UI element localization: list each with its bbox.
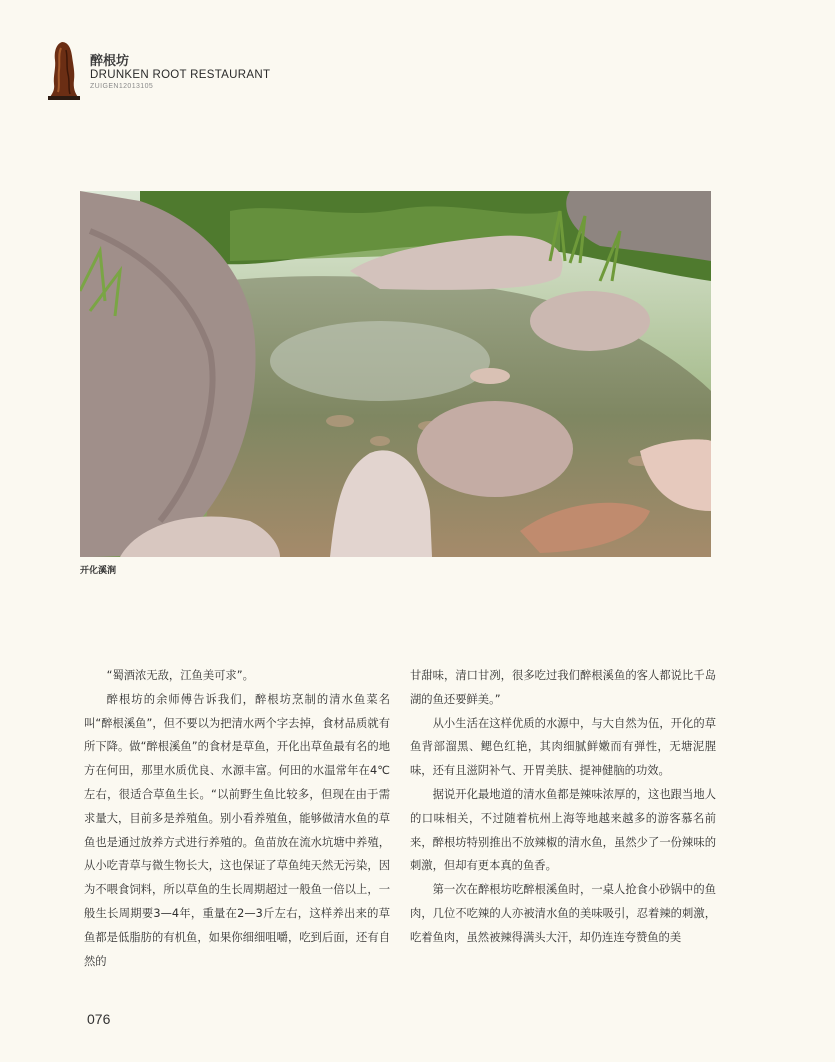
paragraph: 从小生活在这样优质的水源中，与大自然为伍，开化的草鱼背部溜黑、鳃色红艳，其肉细腻鲜嫩而有弹性，无塘泥腥味，还有且滋阴补气、开胃美肤、提神健脑的功效。 [410, 716, 716, 778]
paragraph-continuation: 甘甜味，清口甘冽，很多吃过我们醉根溪鱼的客人都说比千岛湖的鱼还要鲜美。” [410, 669, 716, 706]
article-column-right [410, 664, 716, 950]
stream-photo-illustration [80, 191, 711, 557]
stream-photo [80, 191, 711, 557]
carved-root-sculpture-icon [48, 40, 80, 100]
brand-code: ZUIGEN12013105 [90, 83, 154, 90]
brand-name-english: DRUNKEN ROOT RESTAURANT [90, 69, 271, 81]
page-number: 076 [87, 1011, 111, 1027]
photo-caption: 开化溪涧 [80, 566, 117, 576]
paragraph: 醉根坊的余师傅告诉我们，醉根坊烹制的清水鱼菜名叫“醉根溪鱼”，但不要以为把清水两个字去掉，食材品质就有所下降。做“醉根溪鱼”的食材是草鱼，开化出草鱼最有名的地方在何田，那里水质优良、水源丰富。何田的水温常年在4℃左右，很适合草鱼生长。“以前野生鱼比较多，但现在由于需求量大，目前多是养殖鱼。别小看养殖鱼，能够做清水鱼的草鱼也是通过放养方式进行养殖的。鱼苗放在流水坑塘中养殖，从小吃青草与微生物长大，这也保证了草鱼纯天然无污染，因为不喂食饲料，所以草鱼的生长周期超过一般鱼一倍以上，一般生长周期要3—4年，重量在2—3斤左右，这样养出来的草鱼都是低脂肪的有机鱼，如果你细细咀嚼，吃到后面，还有自然的 [84, 692, 390, 968]
brand-text [90, 54, 270, 92]
paragraph: 据说开化最地道的清水鱼都是辣味浓厚的，这也跟当地人的口味相关，不过随着杭州上海等地越来越多的游客慕名前来，醉根坊特别推出不放辣椒的清水鱼，虽然少了一份辣味的刺激，但却有更本真的鱼香。 [410, 787, 716, 873]
paragraph: “蜀酒浓无敌，江鱼美可求”。 [106, 669, 254, 682]
article-column-left [84, 664, 390, 973]
brand-name-chinese: 醉根坊 [90, 54, 130, 69]
paragraph: 第一次在醉根坊吃醉根溪鱼时，一桌人抢食小砂锅中的鱼肉，几位不吃辣的人亦被清水鱼的美味吸引，忍着辣的刺激，吃着鱼肉，虽然被辣得满头大汗，却仍连连夸赞鱼的美 [410, 883, 716, 944]
